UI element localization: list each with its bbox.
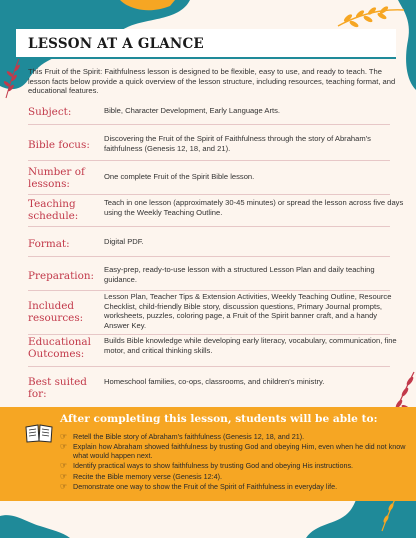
row-label: Included resources:: [28, 300, 84, 324]
row-label: Educational Outcomes:: [28, 336, 91, 360]
row-label: Format:: [28, 238, 70, 250]
pointing-hand-icon: ☞: [60, 432, 68, 441]
row-value: Discovering the Fruit of the Spirit of Faithfulness through the story of Abraham's faithfulness (Genesis 12, 18, and 21).: [104, 134, 371, 153]
list-item: ☞ Explain how Abraham showed faithfulness by trusting God and obeying Him, even when he did not know what would happen next.: [60, 442, 406, 461]
title-box: [16, 29, 396, 59]
row-value: Easy-prep, ready-to-use lesson with a structured Lesson Plan and daily teaching guidance.: [104, 265, 375, 284]
row-value: Teach in one lesson (approximately 30-45 minutes) or spread the lesson across five days using the Weekly Teaching Outline.: [104, 198, 404, 217]
divider: [28, 160, 390, 161]
outcomes-heading: After completing this lesson, students will be able to:: [60, 413, 378, 425]
divider: [28, 226, 390, 227]
leaf-sprig-icon: [336, 4, 406, 30]
row-label: Teaching schedule:: [28, 198, 79, 222]
row-label: Bible focus:: [28, 139, 90, 151]
list-item: ☞ Demonstrate one way to show the Fruit of the Spirit of Faithfulness in everyday life.: [60, 481, 338, 491]
divider: [28, 124, 390, 125]
list-item: ☞ Recite the Bible memory verse (Genesis 12:4).: [60, 471, 223, 481]
pointing-hand-icon: ☞: [60, 471, 68, 481]
divider: [28, 194, 390, 195]
list-item: ☞ Identify practical ways to show faithfulness by trusting God and obeying His instructions.: [60, 461, 354, 471]
row-label: Best suited for:: [28, 376, 87, 400]
pointing-hand-icon: ☞: [60, 442, 68, 452]
book-icon: [24, 423, 54, 443]
pointing-hand-icon: ☞: [60, 481, 68, 491]
row-label: Preparation:: [28, 270, 95, 282]
intro-paragraph: This Fruit of the Spirit: Faithfulness lesson is designed to be flexible, easy to use, and ready to teach. The lesson facts below provide a quick overview of the lesson structure, including resources, teaching format, and educational features.: [28, 67, 396, 96]
outcomes-list: [60, 432, 406, 492]
divider: [28, 334, 390, 335]
row-value: Builds Bible knowledge while developing early literacy, vocabulary, communication, fine motor, and critical thinking skills.: [104, 336, 397, 355]
list-item: ☞ Retell the Bible story of Abraham's faithfulness (Genesis 12, 18, and 21).: [60, 432, 305, 441]
page-title: LESSON AT A GLANCE: [28, 36, 204, 52]
row-value: Bible, Character Development, Early Language Arts.: [104, 106, 281, 115]
outcomes-band: [0, 407, 416, 501]
divider: [28, 366, 390, 367]
row-value: Digital PDF.: [104, 237, 144, 246]
divider: [28, 290, 390, 291]
teal-blob-decoration: [0, 508, 70, 538]
row-value: Lesson Plan, Teacher Tips & Extension Activities, Weekly Teaching Outline, Resource Checklist, child-friendly Bible story, discussion questions, Primary Journal prompts, worksheets, puzzles, coloring page, a Fruit of the Spirit banner craft, and a handy Answer Key.: [104, 292, 392, 330]
row-label: Subject:: [28, 106, 72, 118]
divider: [28, 256, 390, 257]
leaf-sprig-icon: [2, 54, 24, 100]
row-label: Number of lessons:: [28, 166, 85, 190]
row-value: Homeschool families, co-ops, classrooms, and children's ministry.: [104, 377, 325, 386]
row-value: One complete Fruit of the Spirit Bible lesson.: [104, 172, 255, 181]
pointing-hand-icon: ☞: [60, 461, 68, 471]
